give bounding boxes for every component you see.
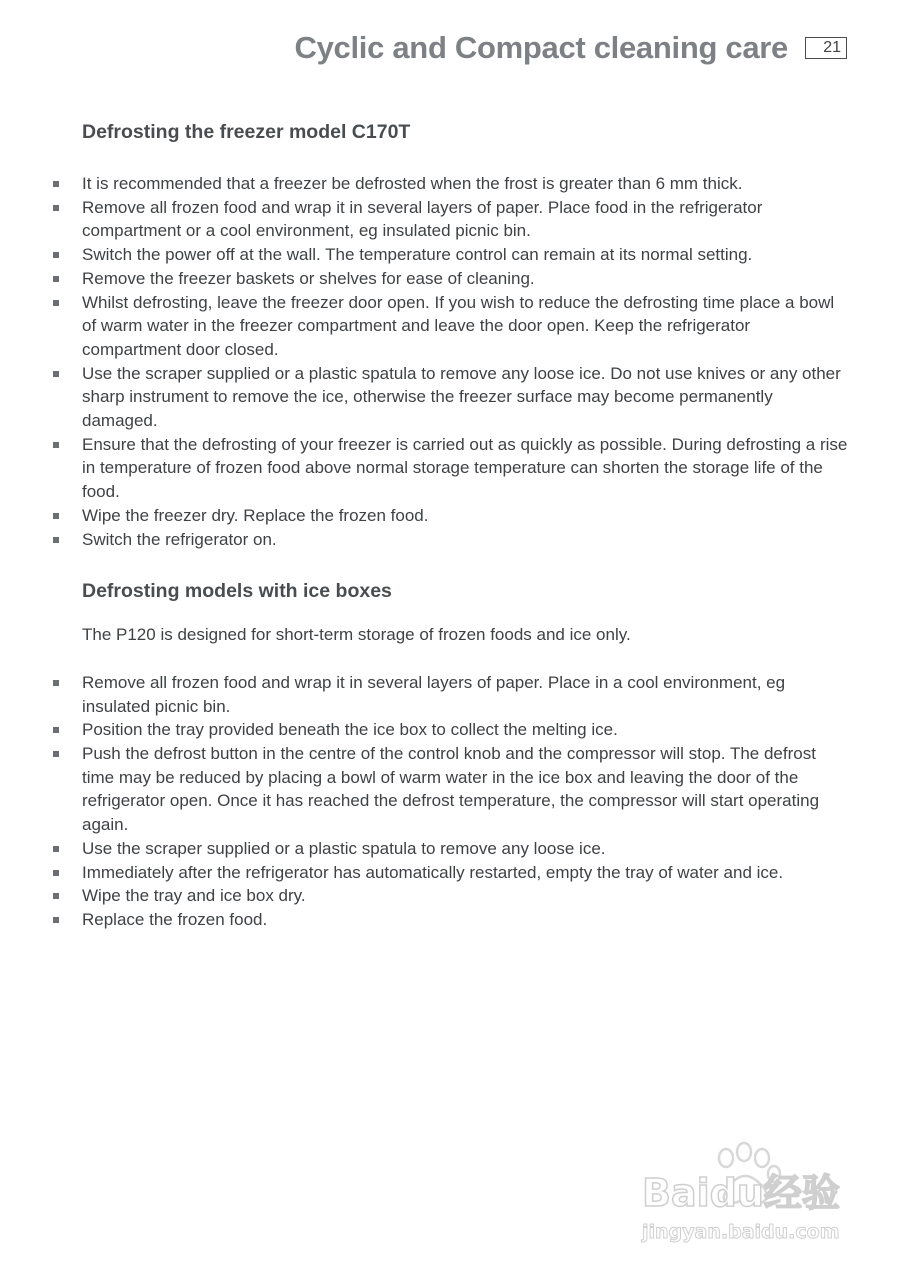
- bullet-marker: [53, 727, 59, 733]
- bullet-marker: [53, 893, 59, 899]
- watermark-brand: Baidu经验: [642, 1171, 840, 1215]
- list-item: Switch the refrigerator on.: [50, 528, 850, 552]
- bullet-marker: [53, 181, 59, 187]
- list-item: Use the scraper supplied or a plastic spatula to remove any loose ice. Do not use knives or any other sharp instrument to remove the ice, otherwise the freezer surface may become permanently damaged.: [50, 362, 850, 433]
- list-item: Push the defrost button in the centre of the control knob and the compressor will stop. The defrost time may be reduced by placing a bowl of warm water in the ice box and leaving the door of the refrigerator open. Once it has reached the defrost temperature, the compressor will start operating again.: [50, 742, 850, 837]
- page-content: [50, 118, 850, 932]
- list-item: Use the scraper supplied or a plastic spatula to remove any loose ice.: [50, 837, 850, 861]
- freezer-defrost-steps: [50, 172, 850, 551]
- section-heading-freezer: Defrosting the freezer model C170T: [82, 121, 411, 143]
- list-item: Wipe the freezer dry. Replace the frozen food.: [50, 504, 850, 528]
- watermark-url: jingyan.baidu.com: [642, 1221, 840, 1243]
- section-heading-ice-boxes: Defrosting models with ice boxes: [82, 580, 392, 603]
- baidu-watermark: [636, 1140, 856, 1250]
- bullet-marker: [53, 205, 59, 211]
- bullet-marker: [53, 442, 59, 448]
- bullet-marker: [53, 300, 59, 306]
- page-title: Cyclic and Compact cleaning care: [294, 30, 788, 65]
- bullet-marker: [53, 371, 59, 377]
- list-item: Wipe the tray and ice box dry.: [50, 884, 850, 908]
- list-item: Immediately after the refrigerator has automatically restarted, empty the tray of water and ice.: [50, 861, 850, 885]
- list-item: Remove all frozen food and wrap it in several layers of paper. Place in a cool environment, eg insulated picnic bin.: [50, 671, 850, 718]
- bullet-marker: [53, 513, 59, 519]
- bullet-marker: [53, 870, 59, 876]
- list-item: It is recommended that a freezer be defrosted when the frost is greater than 6 mm thick.: [50, 172, 850, 196]
- bullet-marker: [53, 252, 59, 258]
- bullet-marker: [53, 917, 59, 923]
- list-item: Switch the power off at the wall. The temperature control can remain at its normal setting.: [50, 243, 850, 267]
- ice-box-defrost-steps: [50, 671, 850, 932]
- bullet-marker: [53, 537, 59, 543]
- list-item: Remove the freezer baskets or shelves for ease of cleaning.: [50, 267, 850, 291]
- page-number: 21: [805, 37, 847, 59]
- list-item: Position the tray provided beneath the ice box to collect the melting ice.: [50, 718, 850, 742]
- paw-icon: [636, 1140, 856, 1250]
- page-header: [0, 30, 850, 70]
- section-intro: The P120 is designed for short-term storage of frozen foods and ice only.: [82, 625, 631, 645]
- bullet-marker: [53, 751, 59, 757]
- list-item: Replace the frozen food.: [50, 908, 850, 932]
- list-item: Remove all frozen food and wrap it in several layers of paper. Place food in the refrigerator compartment or a cool environment, eg insulated picnic bin.: [50, 196, 850, 243]
- bullet-marker: [53, 680, 59, 686]
- list-item: Whilst defrosting, leave the freezer door open. If you wish to reduce the defrosting time place a bowl of warm water in the freezer compartment and leave the door open. Keep the refrigerator compartment door closed.: [50, 291, 850, 362]
- list-item: Ensure that the defrosting of your freezer is carried out as quickly as possible. During defrosting a rise in temperature of frozen food above normal storage temperature can shorten the storage life of the food.: [50, 433, 850, 504]
- bullet-marker: [53, 276, 59, 282]
- bullet-marker: [53, 846, 59, 852]
